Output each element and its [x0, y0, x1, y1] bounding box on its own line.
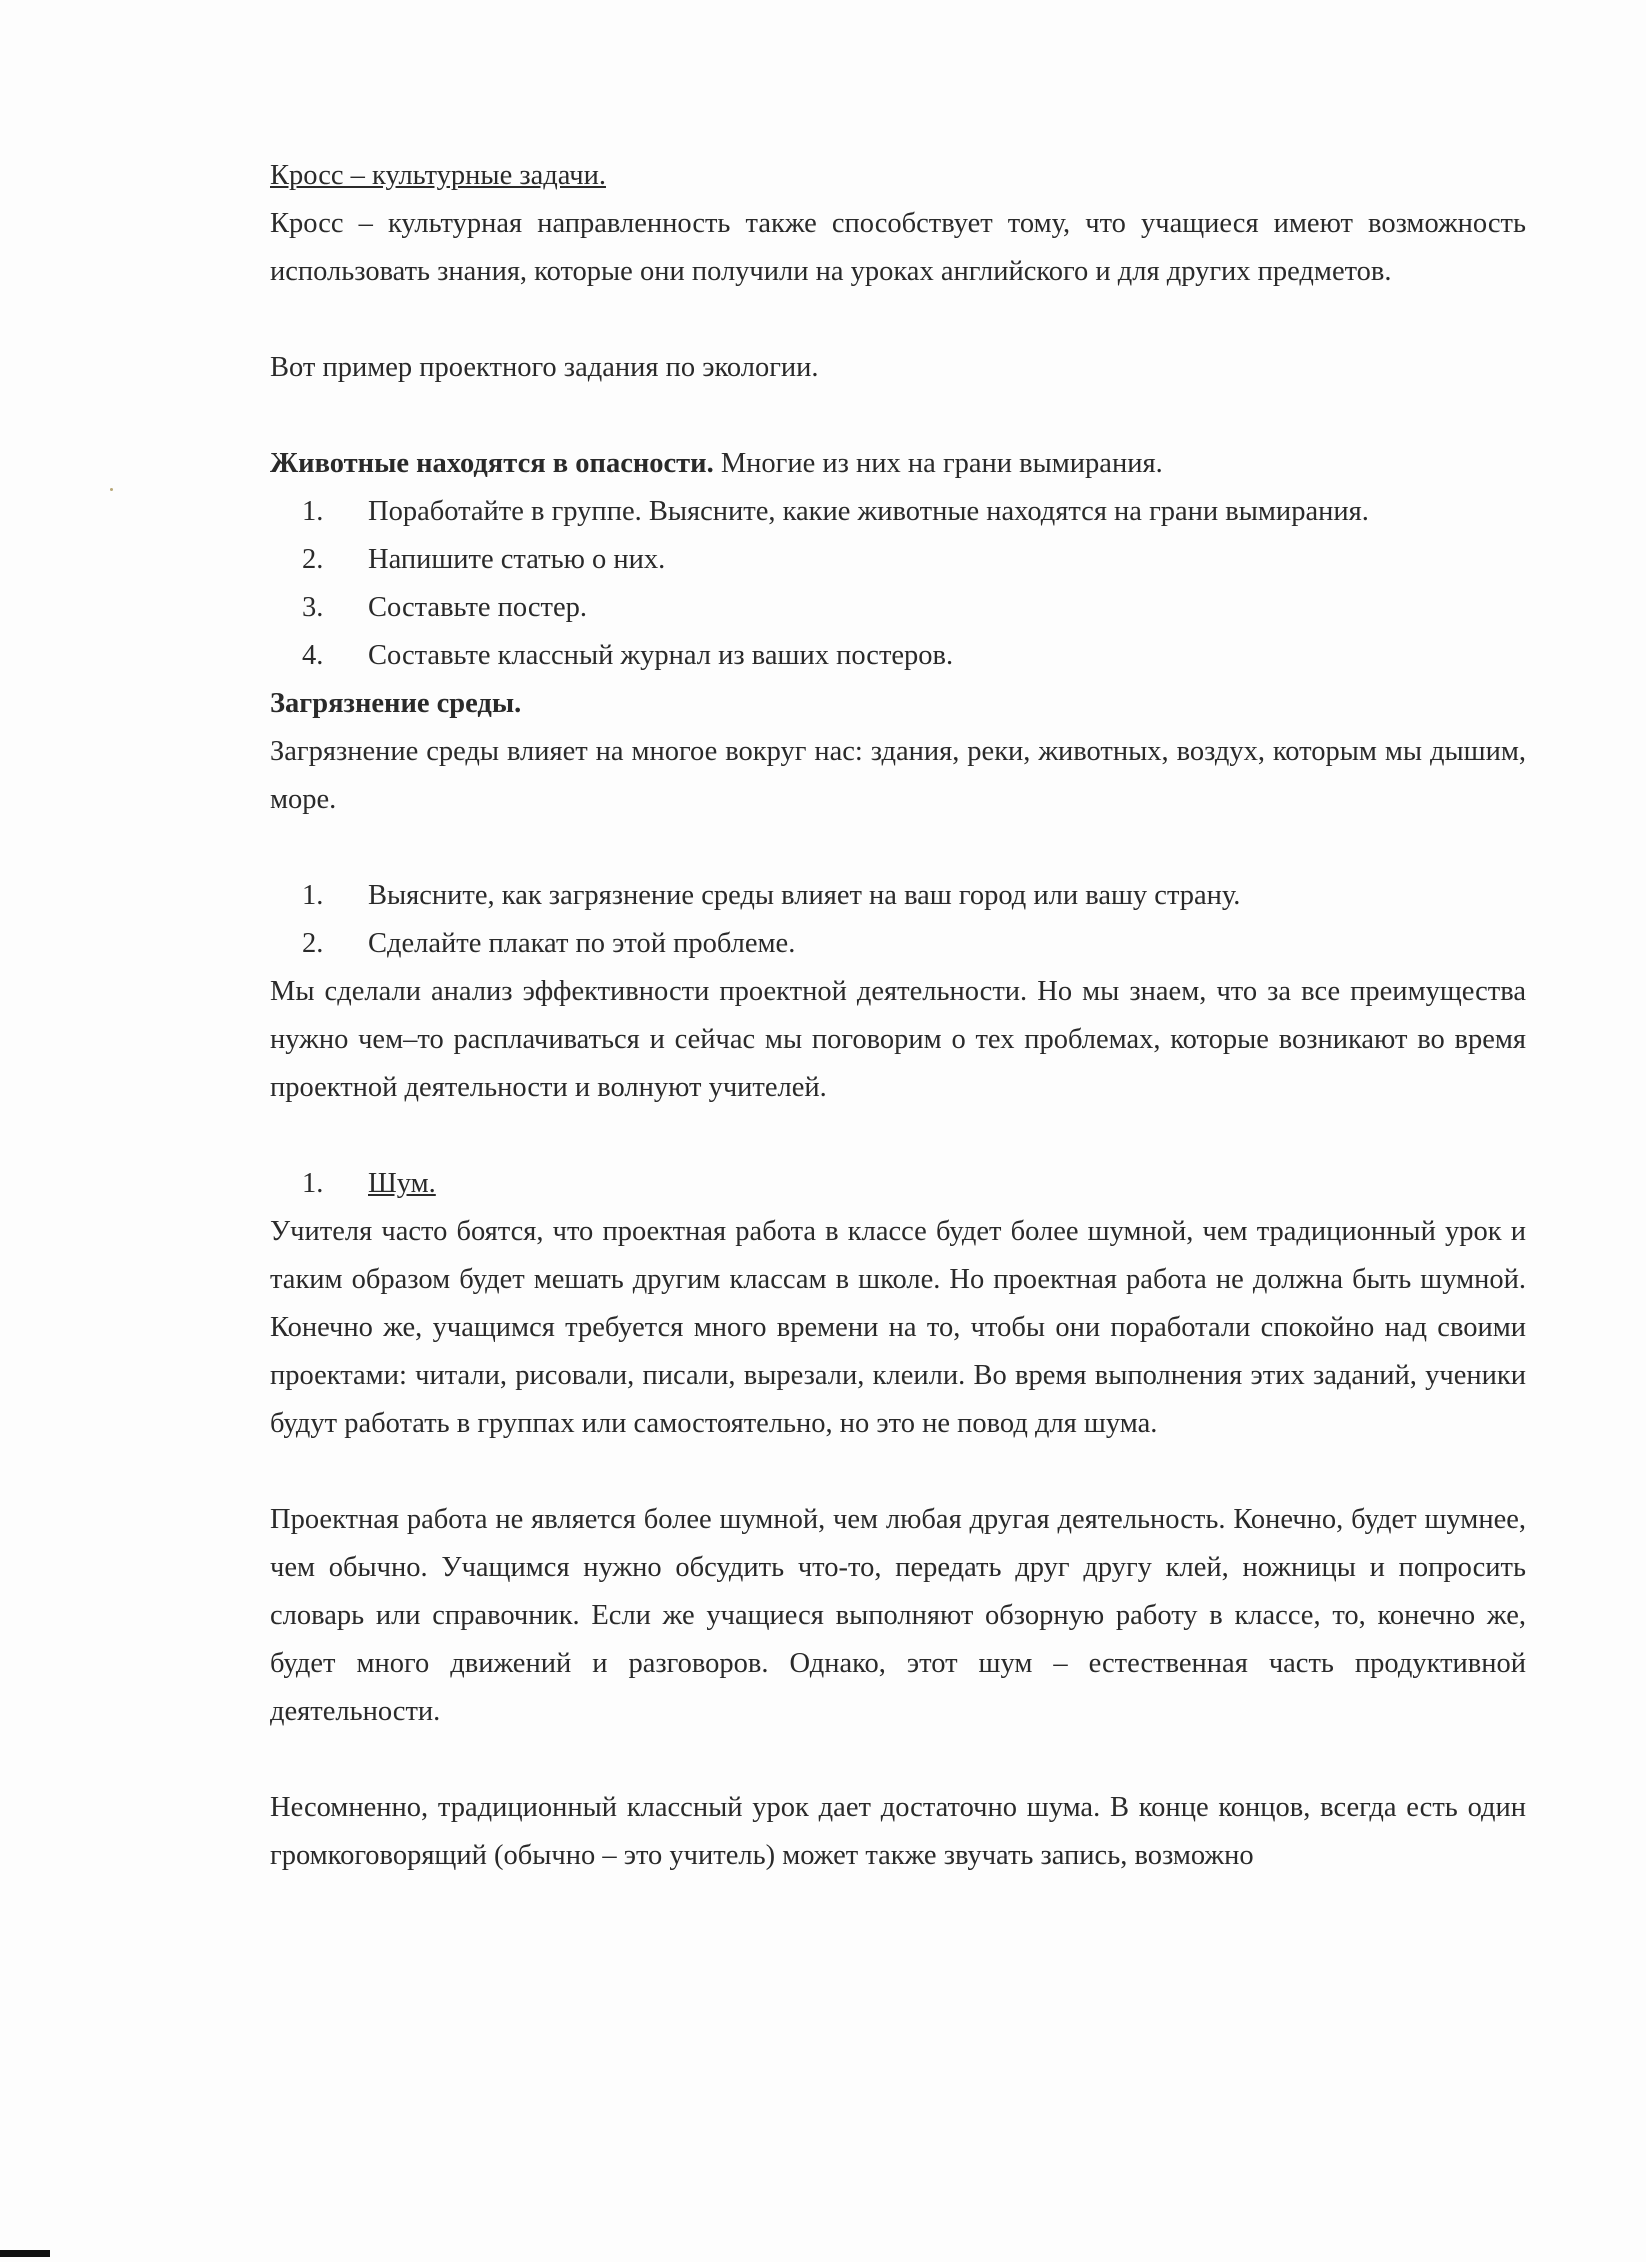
- spacer: [270, 296, 1526, 344]
- list-item: [270, 488, 1526, 536]
- list-item: [270, 632, 1526, 680]
- spacer: [270, 1448, 1526, 1496]
- spacer: [270, 1112, 1526, 1160]
- list-number: 4.: [302, 640, 324, 671]
- task-pollution-text: Загрязнение среды влияет на многое вокруг нас: здания, реки, животных, воздух, которым мы дышим, море.: [270, 736, 1526, 815]
- list-number: 2.: [302, 544, 324, 575]
- paragraph-traditional-lesson: Несомненно, традиционный классный урок дает достаточно шума. В конце концов, всегда есть один громкоговорящий (обычно – это учитель) может также звучать запись, возможно: [270, 1792, 1526, 1871]
- list-item-noise: [270, 1160, 1526, 1208]
- list-number: 1.: [302, 1168, 324, 1199]
- paragraph-noise-normal: Проектная работа не является более шумной, чем любая другая деятельность. Конечно, будет шумнее, чем обычно. Учащимся нужно обсудить что-то, передать друг другу клей, ножницы и попросить словарь или справочник. Если же учащиеся выполняют обзорную работу в классе, то, конечно же, будет много движений и разговоров. Однако, этот шум – естественная часть продуктивной деятельности.: [270, 1504, 1526, 1727]
- spacer: [270, 1736, 1526, 1784]
- list-number: 2.: [302, 928, 324, 959]
- list-text: Напишите статью о них.: [368, 544, 666, 575]
- problem-noise-title: Шум.: [368, 1168, 436, 1199]
- list-item: [270, 872, 1526, 920]
- paragraph-intro: Кросс – культурная направленность также способствует тому, что учащиеся имеют возможность использовать знания, которые они получили на уроках английского и для других предметов.: [270, 208, 1526, 287]
- scan-speck: [110, 488, 113, 491]
- list-item: [270, 536, 1526, 584]
- task-pollution-list: [270, 872, 1526, 968]
- task-animals-text: Многие из них на грани вымирания.: [713, 448, 1163, 479]
- task-animals-list: [270, 488, 1526, 680]
- spacer: [270, 392, 1526, 440]
- list-number: 1.: [302, 496, 324, 527]
- problems-list: [270, 1160, 1526, 1208]
- list-number: 3.: [302, 592, 324, 623]
- heading-text: Кросс – культурные задачи.: [270, 160, 606, 191]
- list-text: Сделайте плакат по этой проблеме.: [368, 928, 796, 959]
- list-text: Выясните, как загрязнение среды влияет на ваш город или вашу страну.: [368, 880, 1241, 911]
- spacer: [270, 824, 1526, 872]
- list-text: Составьте постер.: [368, 592, 588, 623]
- document-body: [270, 152, 1526, 1880]
- paragraph-noise-fears: Учителя часто боятся, что проектная работа в классе будет более шумной, чем традиционный урок и таким образом будет мешать другим классам в школе. Но проектная работа не должна быть шумной. Конечно же, учащимся требуется много времени на то, чтобы они поработали спокойно над своими проектами: читали, рисовали, писали, вырезали, клеили. Во время выполнения этих заданий, ученики будут работать в группах или самостоятельно, но это не повод для шума.: [270, 1216, 1526, 1439]
- list-item: [270, 584, 1526, 632]
- list-text: Поработайте в группе. Выясните, какие животные находятся на грани вымирания.: [368, 496, 1369, 527]
- list-number: 1.: [302, 880, 324, 911]
- paragraph-example: Вот пример проектного задания по экологии.: [270, 352, 819, 383]
- task-pollution-heading: Загрязнение среды.: [270, 688, 522, 719]
- paragraph-analysis: Мы сделали анализ эффективности проектной деятельности. Но мы знаем, что за все преимущества нужно чем–то расплачиваться и сейчас мы поговорим о тех проблемах, которые возникают во время проектной деятельности и волнуют учителей.: [270, 976, 1526, 1103]
- task-animals-title: Животные находятся в опасности.: [270, 448, 714, 479]
- list-text: Составьте классный журнал из ваших постеров.: [368, 640, 954, 671]
- list-item: [270, 920, 1526, 968]
- scan-edge-mark: [0, 2250, 50, 2257]
- section-heading-cross-cultural: [270, 152, 1526, 200]
- task-pollution-title: [270, 680, 1526, 728]
- task-animals: [270, 440, 1526, 488]
